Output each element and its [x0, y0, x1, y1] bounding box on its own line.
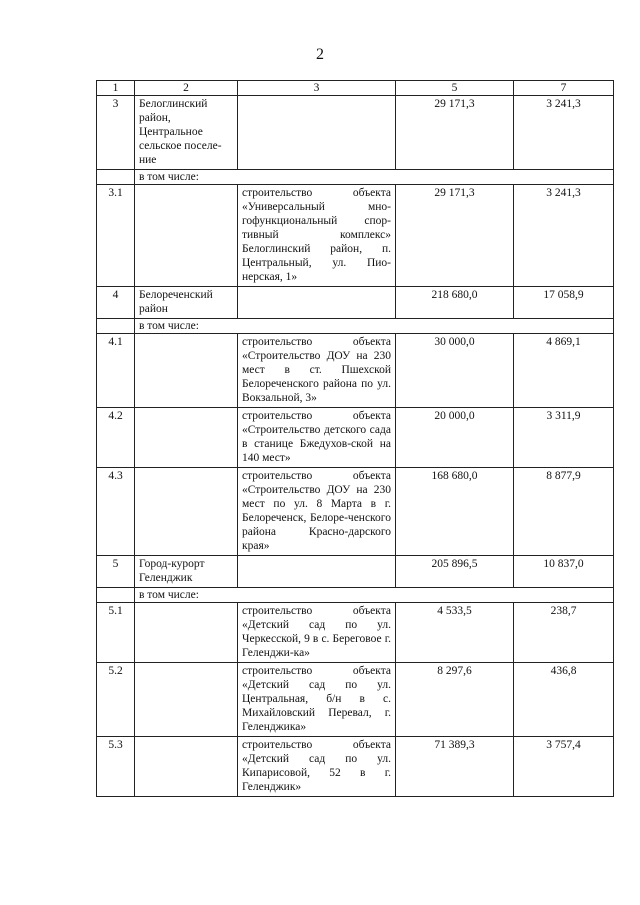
district-name [135, 408, 238, 468]
amount-col5: 71 389,3 [396, 737, 514, 797]
district-name [135, 334, 238, 408]
project-description: строительство объекта «Строительство детского сада в станице Бжедухов-ской на 140 мест» [238, 408, 396, 468]
project-description: строительство объекта «Детский сад по ул. Черкесской, 9 в с. Береговое г. Геленджи-ка» [238, 603, 396, 663]
amount-col5: 4 533,5 [396, 603, 514, 663]
district-name [135, 185, 238, 287]
project-row [97, 408, 614, 468]
project-description [238, 556, 396, 588]
project-row [97, 334, 614, 408]
amount-col7: 8 877,9 [514, 468, 614, 556]
subtotal-label-row [97, 319, 614, 334]
amount-col7: 3 241,3 [514, 185, 614, 287]
project-description [238, 96, 396, 170]
header-cell: 2 [135, 81, 238, 96]
amount-col7: 17 058,9 [514, 287, 614, 319]
district-row [97, 556, 614, 588]
row-number: 5.2 [97, 663, 135, 737]
header-cell: 7 [514, 81, 614, 96]
project-row [97, 663, 614, 737]
row-number: 4 [97, 287, 135, 319]
amount-col5: 8 297,6 [396, 663, 514, 737]
row-number: 3 [97, 96, 135, 170]
subtotal-label-row [97, 170, 614, 185]
amount-col5: 205 896,5 [396, 556, 514, 588]
district-row [97, 287, 614, 319]
amount-col7: 3 241,3 [514, 96, 614, 170]
page-number: 2 [316, 46, 324, 63]
amount-col5: 29 171,3 [396, 96, 514, 170]
project-description: строительство объекта «Детский сад по ул. Центральная, б/н в с. Михайловский Перевал, г. Геленджика» [238, 663, 396, 737]
header-cell: 1 [97, 81, 135, 96]
row-number: 5.1 [97, 603, 135, 663]
amount-col7: 3 311,9 [514, 408, 614, 468]
header-row [97, 81, 614, 96]
table-body [97, 81, 614, 797]
district-name [135, 468, 238, 556]
empty-cell [97, 588, 135, 603]
subtotal-label: в том числе: [135, 319, 614, 334]
district-name: Город-курорт Геленджик [135, 556, 238, 588]
district-name [135, 603, 238, 663]
project-description: строительство объекта «Строительство ДОУ на 230 мест по ул. 8 Марта в г. Белореченск, Белоре-ченского района Красно-дарского края» [238, 468, 396, 556]
project-row [97, 468, 614, 556]
header-cell: 3 [238, 81, 396, 96]
row-number: 4.1 [97, 334, 135, 408]
amount-col7: 436,8 [514, 663, 614, 737]
row-number: 5 [97, 556, 135, 588]
amount-col7: 10 837,0 [514, 556, 614, 588]
amount-col7: 4 869,1 [514, 334, 614, 408]
empty-cell [97, 170, 135, 185]
district-name: Белоглинский район, Центральное сельское поселе-ние [135, 96, 238, 170]
row-number: 5.3 [97, 737, 135, 797]
district-name [135, 737, 238, 797]
project-description [238, 287, 396, 319]
amount-col7: 3 757,4 [514, 737, 614, 797]
amount-col5: 29 171,3 [396, 185, 514, 287]
budget-table [96, 80, 614, 797]
row-number: 4.3 [97, 468, 135, 556]
empty-cell [97, 319, 135, 334]
amount-col7: 238,7 [514, 603, 614, 663]
row-number: 4.2 [97, 408, 135, 468]
amount-col5: 30 000,0 [396, 334, 514, 408]
project-row [97, 603, 614, 663]
row-number: 3.1 [97, 185, 135, 287]
project-description: строительство объекта «Строительство ДОУ на 230 мест в ст. Пшехской Белореченского района по ул. Вокзальной, 3» [238, 334, 396, 408]
amount-col5: 168 680,0 [396, 468, 514, 556]
project-row [97, 737, 614, 797]
district-row [97, 96, 614, 170]
header-cell: 5 [396, 81, 514, 96]
subtotal-label: в том числе: [135, 170, 614, 185]
subtotal-label-row [97, 588, 614, 603]
amount-col5: 20 000,0 [396, 408, 514, 468]
subtotal-label: в том числе: [135, 588, 614, 603]
project-row [97, 185, 614, 287]
project-description: строительство объекта «Универсальный мно-гофункциональный спор-тивный комплекс» Белоглинский район, п. Центральный, ул. Пио-нерская, 1» [238, 185, 396, 287]
district-name [135, 663, 238, 737]
district-name: Белореченский район [135, 287, 238, 319]
project-description: строительство объекта «Детский сад по ул. Кипарисовой, 52 в г. Геленджик» [238, 737, 396, 797]
amount-col5: 218 680,0 [396, 287, 514, 319]
